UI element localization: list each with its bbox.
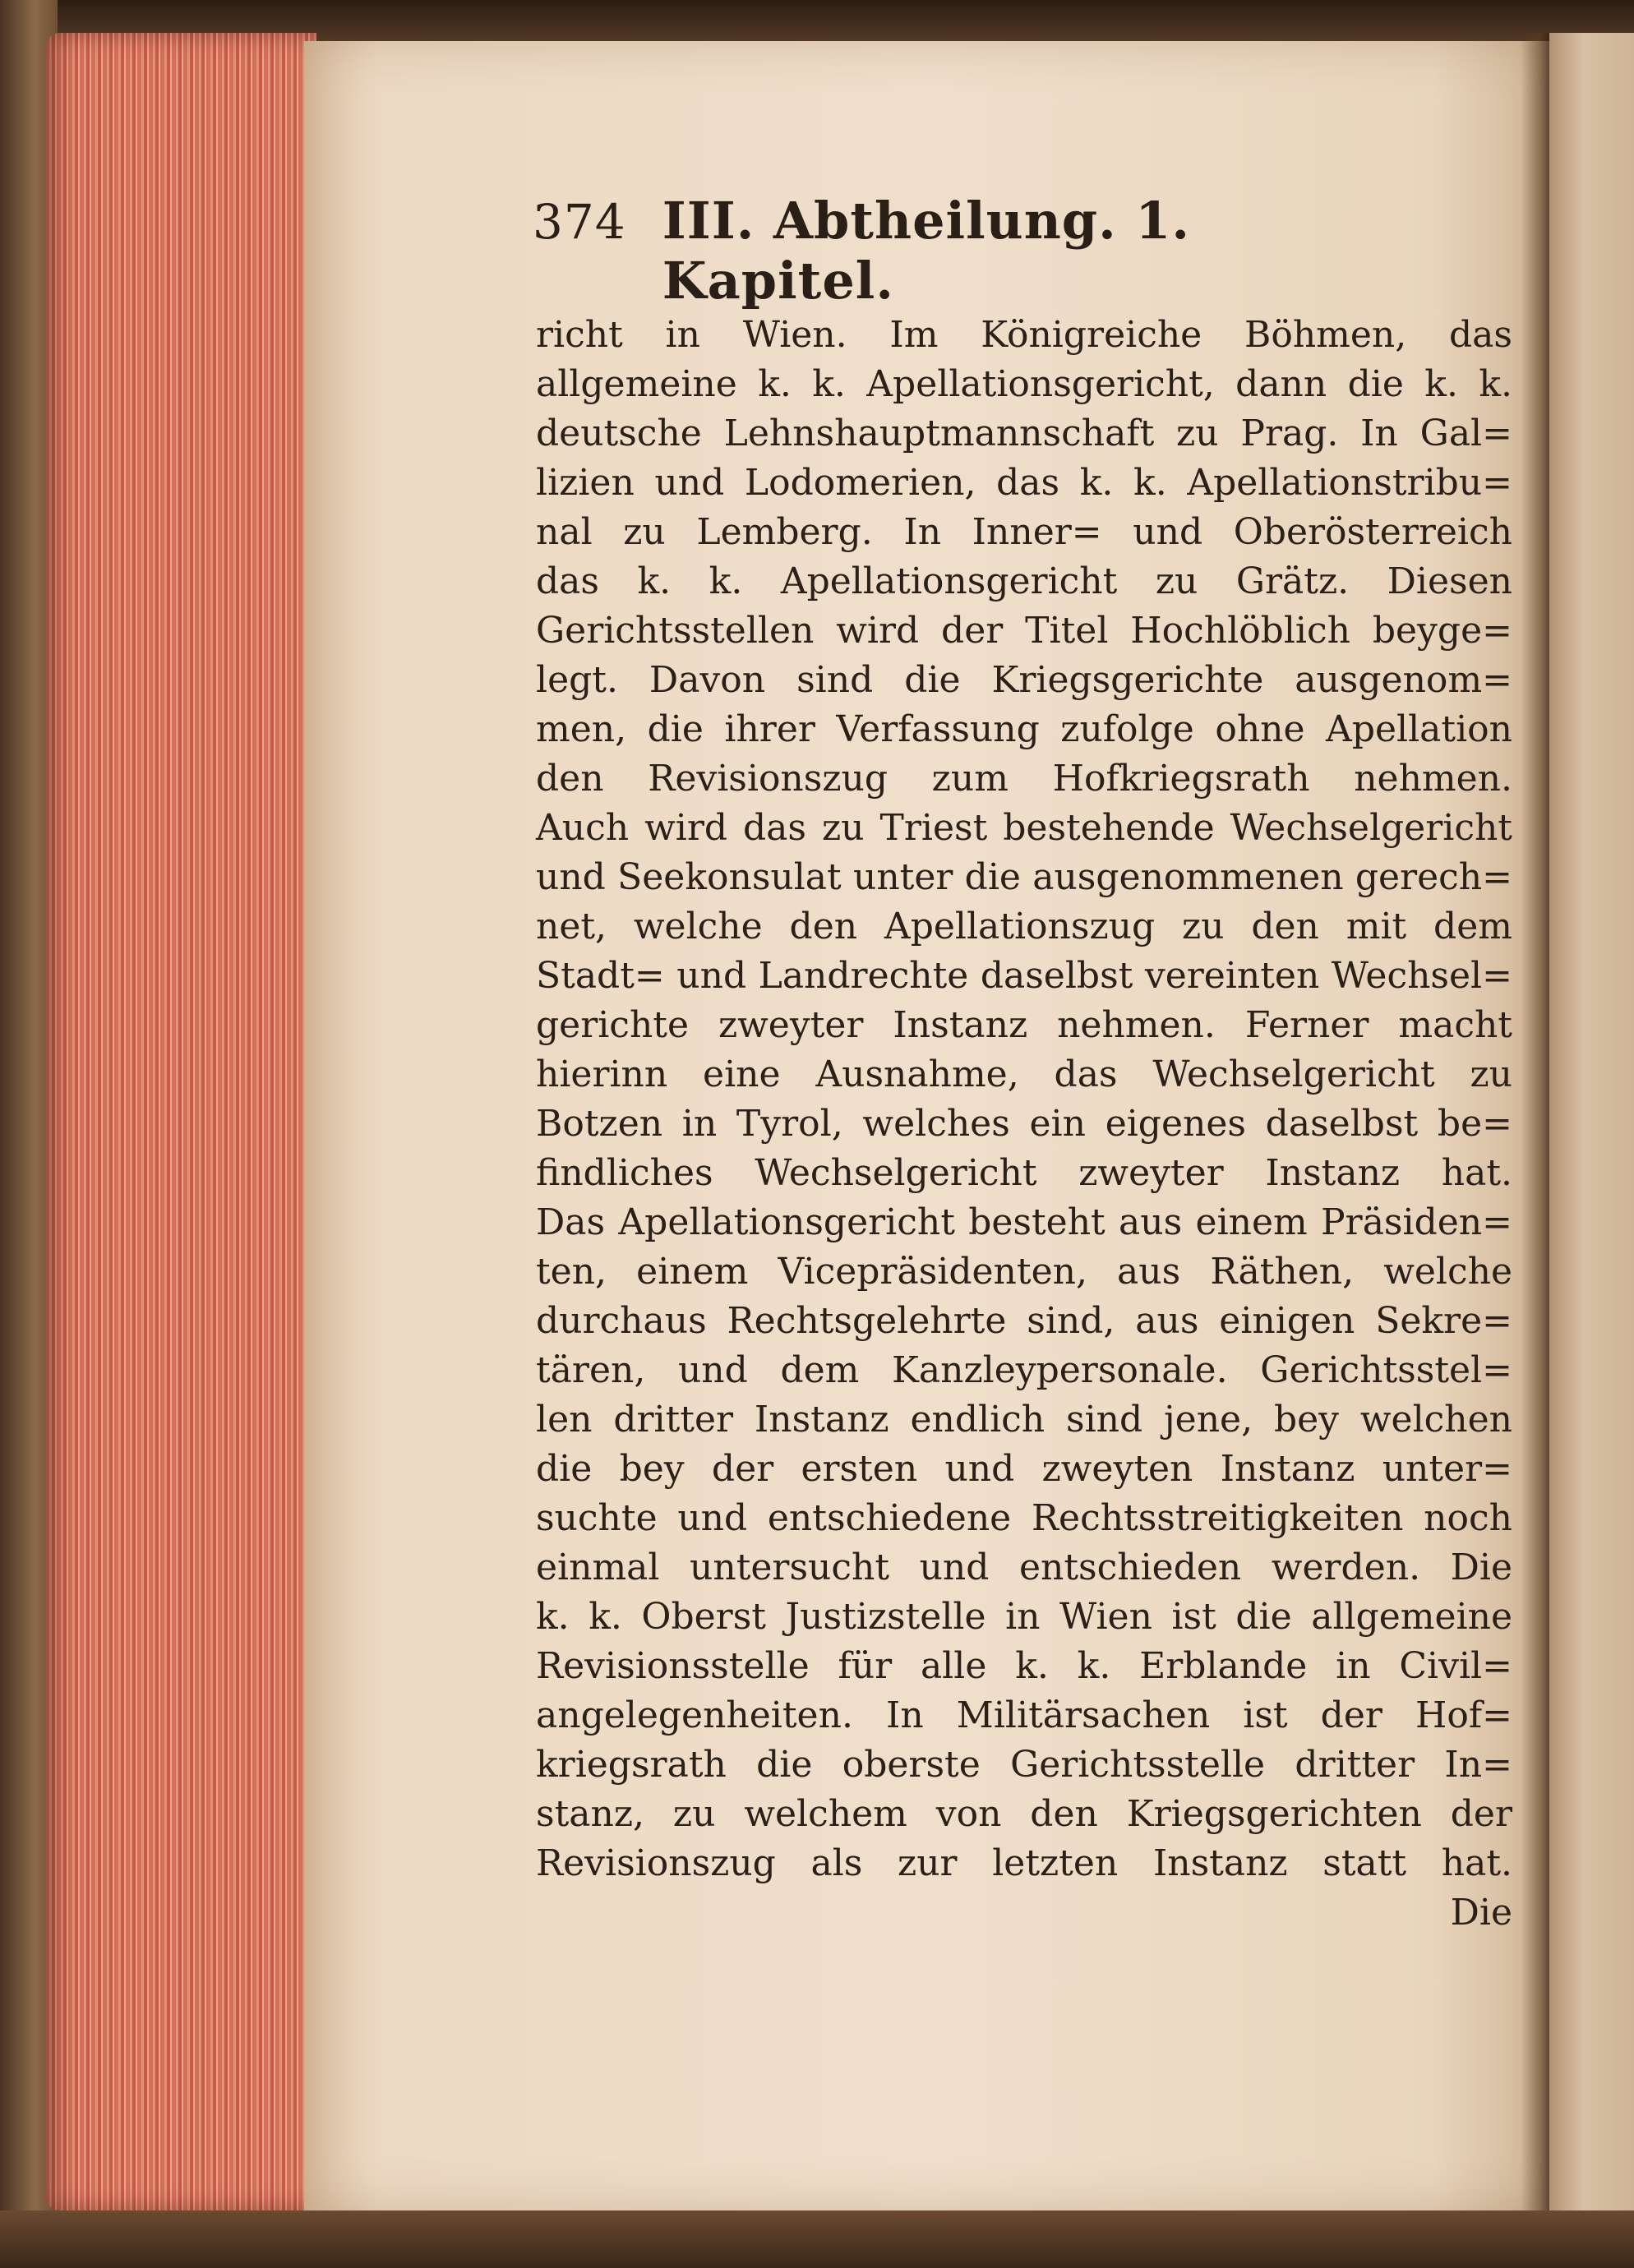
text-line: len dritter Instanz endlich sind jene, bey welchen	[536, 1399, 1512, 1441]
text-line: findliches Wechselgericht zweyter Instanz hat.	[536, 1152, 1512, 1194]
text-line: angelegenheiten. In Militärsachen ist der Hof=	[536, 1694, 1512, 1736]
text-line: net, welche den Apellationszug zu den mit dem	[536, 906, 1512, 947]
text-line: ten, einem Vicepräsidenten, aus Räthen, welche	[536, 1251, 1512, 1293]
facing-page	[1549, 33, 1634, 2210]
running-head	[533, 191, 1355, 311]
text-line: Revisionsstelle für alle k. k. Erblande in Civil=	[536, 1645, 1512, 1687]
text-line: legt. Davon sind die Kriegsgerichte ausgenom=	[536, 659, 1512, 701]
text-line: Das Apellationsgericht besteht aus einem Präsiden=	[536, 1201, 1512, 1243]
text-line: k. k. Oberst Justizstelle in Wien ist die allgemeine	[536, 1596, 1512, 1638]
text-line: den Revisionszug zum Hofkriegsrath nehmen.	[536, 758, 1512, 800]
text-line: allgemeine k. k. Apellationsgericht, dann die k. k.	[536, 363, 1512, 405]
text-line: Stadt= und Landrechte daselbst vereinten Wechsel=	[536, 955, 1512, 997]
text-line: einmal untersucht und entschieden werden. Die	[536, 1547, 1512, 1588]
text-line: suchte und entschiedene Rechtsstreitigkeiten noch	[536, 1497, 1512, 1539]
text-line: das k. k. Apellationsgericht zu Grätz. Diesen	[536, 560, 1512, 602]
text-line: men, die ihrer Verfassung zufolge ohne Apellation	[536, 708, 1512, 750]
page-gutter	[1521, 33, 1553, 2210]
text-line: kriegsrath die oberste Gerichtsstelle dritter In=	[536, 1744, 1512, 1786]
text-line: stanz, zu welchem von den Kriegsgerichten der	[536, 1793, 1512, 1835]
text-line: Revisionszug als zur letzten Instanz statt hat.	[536, 1842, 1512, 1884]
text-line: durchaus Rechtsgelehrte sind, aus einigen Sekre=	[536, 1300, 1512, 1342]
text-line: richt in Wien. Im Königreiche Böhmen, das	[536, 314, 1512, 356]
text-line: gerichte zweyter Instanz nehmen. Ferner macht	[536, 1004, 1512, 1046]
text-line: Auch wird das zu Triest bestehende Wechselgericht	[536, 807, 1512, 849]
text-line: Botzen in Tyrol, welches ein eigenes daselbst be=	[536, 1103, 1512, 1145]
text-line: tären, und dem Kanzleypersonale. Gerichtsstel=	[536, 1349, 1512, 1391]
red-page-edges	[45, 33, 316, 2210]
text-line: und Seekonsulat unter die ausgenommenen gerech=	[536, 856, 1512, 898]
text-line: die bey der ersten und zweyten Instanz unter=	[536, 1448, 1512, 1490]
catchword: Die	[1450, 1892, 1512, 1934]
text-line: hierinn eine Ausnahme, das Wechselgericht zu	[536, 1053, 1512, 1095]
chapter-heading: III. Abtheilung. 1. Kapitel.	[662, 191, 1191, 311]
text-line: deutsche Lehnshauptmannschaft zu Prag. In Gal=	[536, 413, 1512, 454]
page-number: 374	[533, 194, 626, 250]
text-line: nal zu Lemberg. In Inner= und Oberösterreich	[536, 511, 1512, 553]
text-line: Gerichtsstellen wird der Titel Hochlöblich beyge=	[536, 610, 1512, 652]
text-line: lizien und Lodomerien, das k. k. Apellationstribu=	[536, 462, 1512, 504]
body-text	[536, 311, 1512, 2003]
binding-bottom	[0, 2210, 1634, 2268]
